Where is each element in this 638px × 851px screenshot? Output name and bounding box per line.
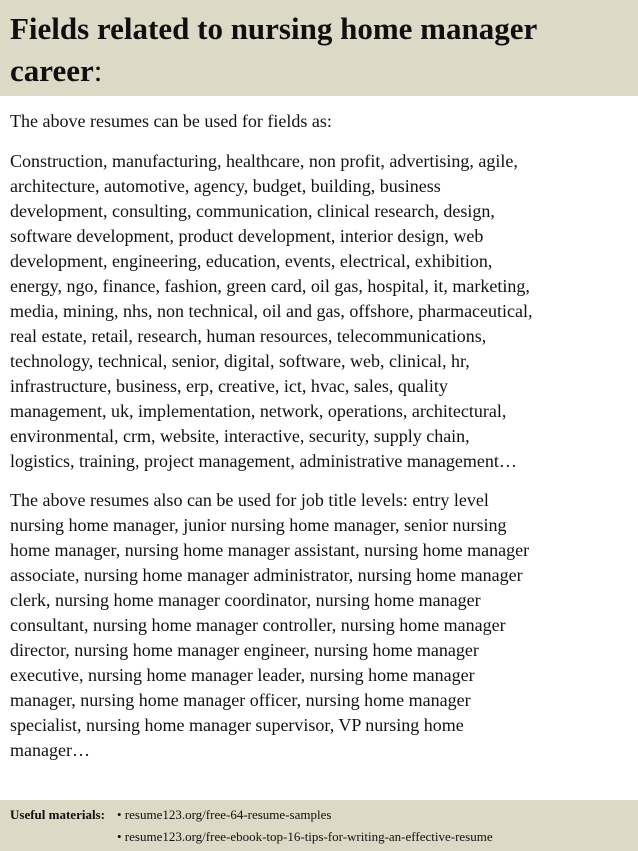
resource-link-resume-samples[interactable]: • resume123.org/free-64-resume-samples: [117, 807, 332, 822]
intro-text: The above resumes can be used for fields as:: [10, 111, 332, 131]
footer-label-spacer: [10, 826, 117, 848]
footer-row-1: [10, 804, 628, 826]
header-banner: [0, 0, 638, 96]
useful-materials-label-colon: :: [100, 807, 105, 822]
useful-materials-label-text: Useful materials: [10, 807, 101, 822]
fields-paragraph: Construction, manufacturing, healthcare, non profit, advertising, agile, architecture, automotive, agency, budget, building, business development, consulting, communication, clinical research, design, software development, product development, interior design, web development, engineering, education, events, electrical, exhibition, energy, ngo, finance, fashion, green card, oil gas, hospital, it, marketing, media, mining, nhs, non technical, oil and gas, offshore, pharmaceutical, real estate, retail, research, human resources, telecommunications, technology, technical, senior, digital, software, web, clinical, hr, infrastructure, business, erp, creative, ict, hvac, sales, quality management, uk, implementation, network, operations, architectural, environmental, crm, website, interactive, security, supply chain, logistics, training, project management, administrative management…: [10, 151, 533, 471]
useful-materials-label: [10, 804, 117, 826]
job-levels-paragraph: The above resumes also can be used for job title levels: entry level nursing home manager, junior nursing home manager, senior nursing home manager, nursing home manager assistant, nursing home manager associate, nursing home manager administrator, nursing home manager clerk, nursing home manager coordinator, nursing home manager consultant, nursing home manager controller, nursing home manager director, nursing home manager engineer, nursing home manager executive, nursing home manager leader, nursing home manager manager, nursing home manager officer, nursing home manager specialist, nursing home manager supervisor, VP nursing home manager…: [10, 490, 530, 760]
main-content: [10, 108, 636, 777]
resource-link-ebook-tips[interactable]: • resume123.org/free-ebook-top-16-tips-for-writing-an-effective-resume: [117, 829, 493, 844]
page-title-colon: :: [93, 53, 103, 88]
page-title-text: Fields related to nursing home manager career: [10, 11, 537, 88]
footer-banner: [0, 800, 638, 851]
page-title: [10, 8, 628, 92]
footer-row-2: [10, 826, 628, 848]
